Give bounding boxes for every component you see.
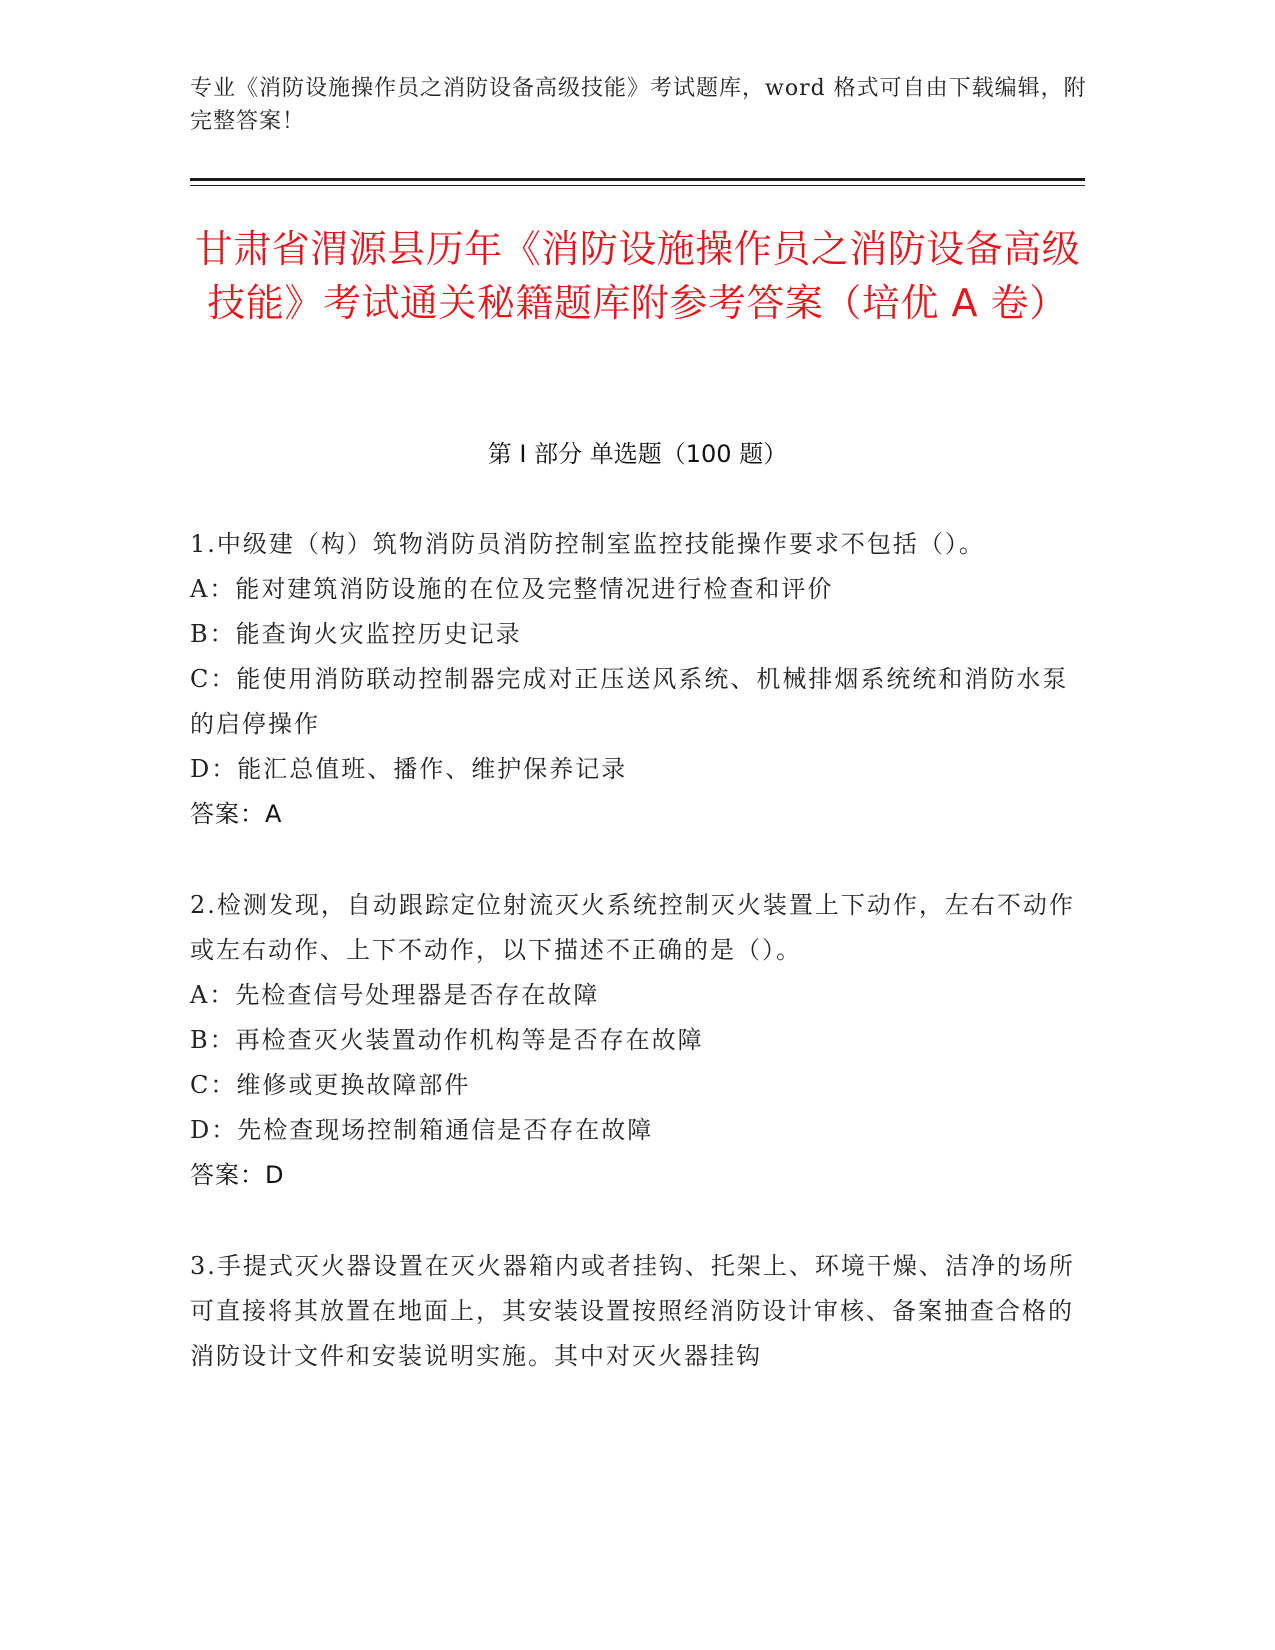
option-a: A：先检查信号处理器是否存在故障 — [190, 981, 600, 1009]
question-stem: 3.手提式灭火器设置在灭火器箱内或者挂钩、托架上、环境干燥、洁净的场所可直接将其放置在地面上，其安装设置按照经消防设计审核、备案抽查合格的消防设计文件和安装说明实施。其中对灭火器挂钩 — [190, 1252, 1075, 1370]
option-d: D：先检查现场控制箱通信是否存在故障 — [190, 1116, 654, 1144]
header-divider-thin — [190, 185, 1085, 186]
header-divider-thick — [190, 178, 1085, 181]
document-title: 甘肃省渭源县历年《消防设施操作员之消防设备高级技能》考试通关秘籍题库附参考答案（培优 A 卷） — [194, 227, 1081, 325]
option-d: D：能汇总值班、播作、维护保养记录 — [190, 755, 628, 783]
answer: 答案：D — [190, 1161, 285, 1189]
question-stem: 1.中级建（构）筑物消防员消防控制室监控技能操作要求不包括（）。 — [190, 530, 985, 558]
header-note: 专业《消防设施操作员之消防设备高级技能》考试题库，word 格式可自由下载编辑，附完整答案！ — [190, 76, 1087, 134]
question-2 — [190, 883, 1085, 1198]
option-a: A：能对建筑消防设施的在位及完整情况进行检查和评价 — [190, 575, 834, 603]
option-c: C：能使用消防联动控制器完成对正压送风系统、机械排烟系统统和消防水泵的启停操作 — [190, 665, 1069, 738]
question-3 — [190, 1244, 1085, 1379]
section-title: 第 I 部分 单选题（100 题） — [487, 440, 788, 468]
question-1 — [190, 522, 1085, 837]
answer: 答案：A — [190, 800, 283, 828]
option-b: B：再检查灭火装置动作机构等是否存在故障 — [190, 1026, 704, 1054]
option-c: C：维修或更换故障部件 — [190, 1071, 471, 1099]
question-stem: 2.检测发现，自动跟踪定位射流灭火系统控制灭火装置上下动作，左右不动作或左右动作、上下不动作，以下描述不正确的是（）。 — [190, 891, 1075, 964]
question-list — [190, 522, 1085, 1425]
option-b: B：能查询火灾监控历史记录 — [190, 620, 522, 648]
